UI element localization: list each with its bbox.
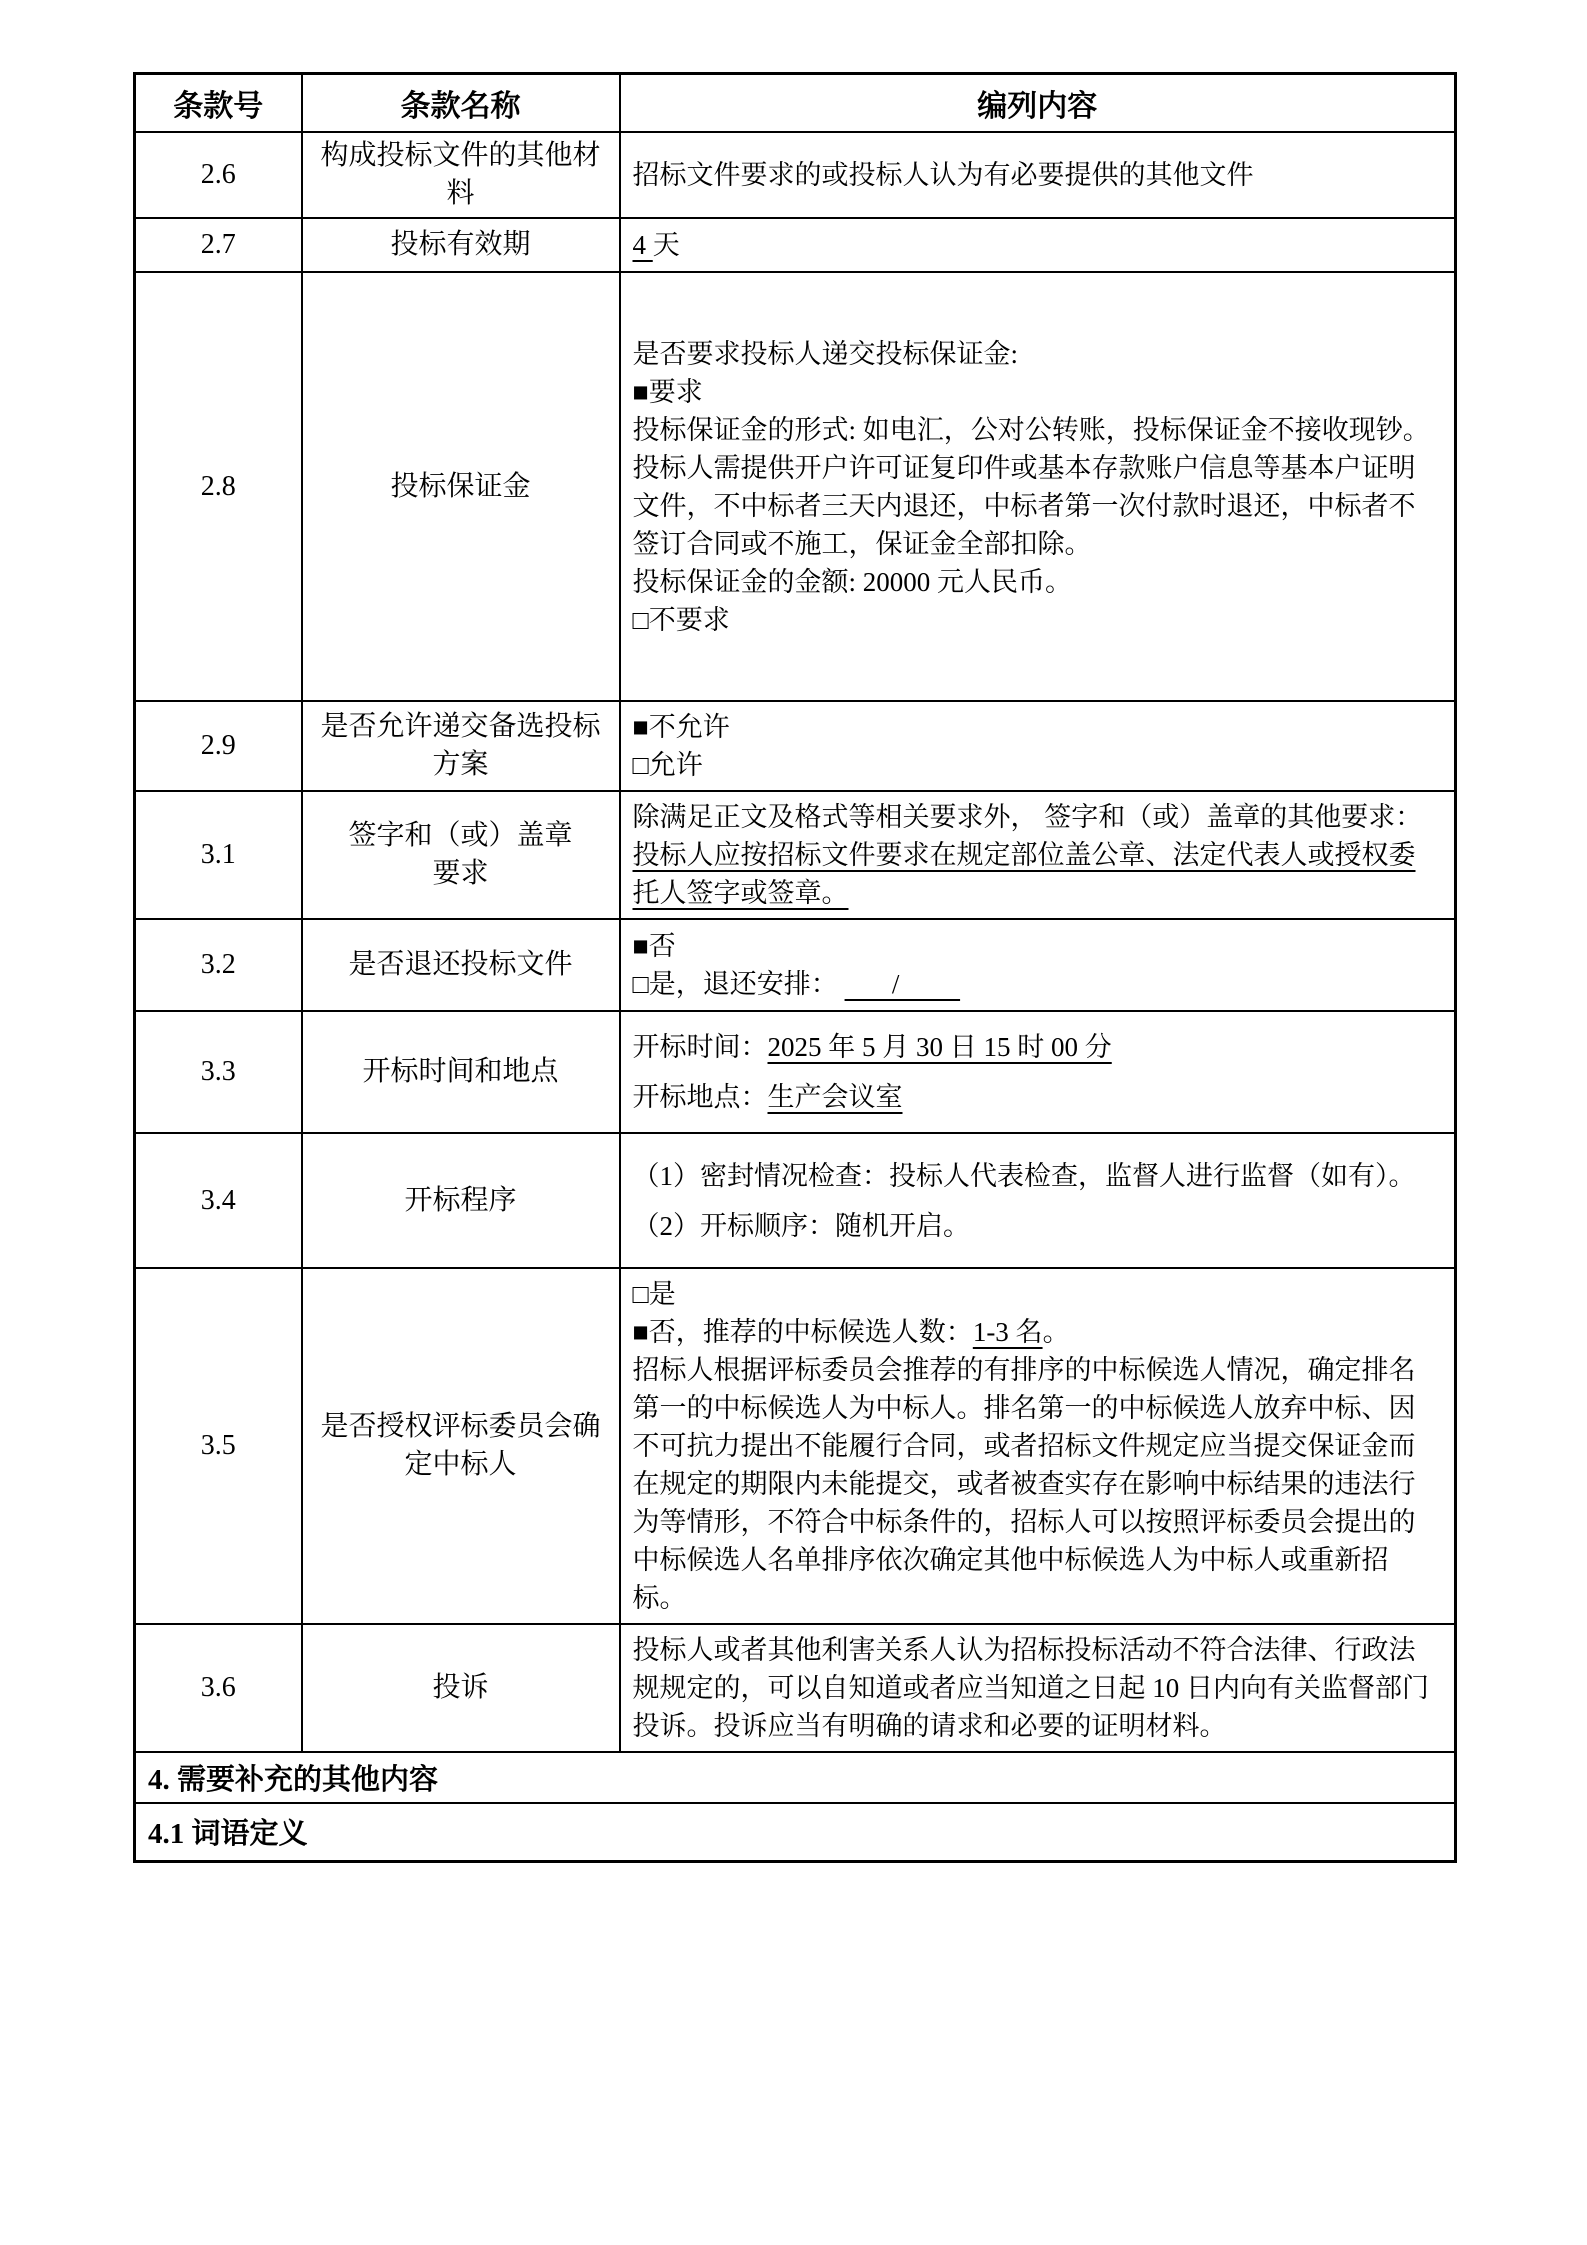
clause-name-line: 投诉 [432,1672,489,1703]
section-row [135,1803,1456,1861]
text-segment: ■否，推荐的中标候选人数： [632,1317,973,1347]
underlined-text: 1-3 名 [972,1317,1043,1347]
clause-content-cell [620,919,1456,1011]
table-row [135,1011,1456,1133]
clause-content-cell [620,791,1456,919]
text-segment: □是，退还安排： [632,969,845,999]
underlined-text: 4 [632,230,653,260]
clause-name-line: 开标时间和地点 [362,1056,559,1087]
text-segment: 开标时间： [632,1032,768,1062]
text-segment: 是否要求投标人递交投标保证金: [632,338,1019,369]
column-header-clause-no: 条款号 [135,74,302,133]
content-paragraph [633,746,1443,784]
section-title: 4. 需要补充的其他内容 [135,1752,1456,1803]
clause-name-line: 是否退还投标文件 [348,949,573,980]
content-paragraph [633,411,1443,563]
text-segment: 天 [652,230,680,260]
content-paragraph [633,927,1443,965]
content-paragraph [633,1631,1443,1745]
clause-name-cell [302,218,620,272]
clause-no-cell: 2.8 [135,272,302,701]
table-row [135,919,1456,1011]
content-paragraph [633,1313,1443,1351]
clause-no-cell: 2.9 [135,701,302,791]
clause-no-cell: 3.5 [135,1268,302,1624]
clause-name-cell [302,1133,620,1268]
clause-name-line: 定中标人 [404,1449,517,1480]
text-segment: （2）开标顺序：随机开启。 [632,1210,970,1241]
table-row [135,272,1456,701]
table-row [135,701,1456,791]
text-segment: ■要求 [632,376,703,407]
column-header-clause-name: 条款名称 [302,74,620,133]
clause-name-line: 投标保证金 [390,470,531,502]
text-segment: 招标人根据评标委员会推荐的有排序的中标候选人情况，确定排名第一的中标候选人为中标人。排名第一的中标候选人放弃中标、因不可抗力提出不能履行合同，或者招标文件规定应当提交保证金而在规定的期限内未能提交，或者被查实存在影响中标结果的违法行为等情形，不符合中标条件的，招标人可以按照评标委员会提出的中标候选人名单排序依次确定其他中标候选人为中标人或重新招标。 [632,1355,1416,1613]
content-paragraph [633,156,1443,194]
content-paragraph [633,1201,1443,1251]
clause-name-line: 开标程序 [404,1184,517,1216]
text-segment: □允许 [632,750,703,780]
clause-no-cell: 3.1 [135,791,302,919]
content-paragraph [633,1072,1443,1122]
table-header-row [135,74,1456,133]
clause-content-cell [620,132,1456,218]
clause-content-cell [620,1624,1456,1752]
content-paragraph [633,798,1443,836]
section-row [135,1752,1456,1803]
content-paragraph [633,373,1443,411]
text-segment: ■否 [632,931,676,961]
section-title: 4.1 词语定义 [135,1803,1456,1861]
clause-no-cell: 2.7 [135,218,302,272]
content-paragraph [633,1151,1443,1201]
clauses-table [133,72,1457,1863]
clause-name-cell [302,701,620,791]
text-segment: ■不允许 [632,712,730,742]
clause-content-cell [620,218,1456,272]
text-segment: 投标保证金的金额: 20000 元人民币。 [632,566,1073,597]
clause-no-cell: 3.6 [135,1624,302,1752]
table-row [135,132,1456,218]
clause-content-cell [620,272,1456,701]
clause-content-cell [620,701,1456,791]
content-paragraph [633,1022,1443,1072]
underlined-text: 投标人应按招标文件要求在规定部位盖公章、法定代表人或授权委托人签字或签章。 [632,840,1416,908]
content-paragraph [633,601,1443,639]
content-paragraph [633,563,1443,601]
table-row [135,1268,1456,1624]
content-paragraph [633,335,1443,373]
table-row [135,791,1456,919]
content-paragraph [633,965,1443,1003]
underlined-text: / [844,969,961,999]
text-segment: 投标人或者其他利害关系人认为招标投标活动不符合法律、行政法规规定的，可以自知道或者应当知道之日起 10 日内向有关监督部门投诉。投诉应当有明确的请求和必要的证明材料。 [632,1635,1429,1741]
table-row [135,1133,1456,1268]
clause-name-cell [302,919,620,1011]
clause-content-cell [620,1268,1456,1624]
clause-name-cell [302,1624,620,1752]
table-row [135,1624,1456,1752]
clause-name-line: 方案 [432,749,489,780]
text-segment: □是 [632,1279,676,1309]
text-segment: 开标地点： [632,1082,768,1112]
text-segment: 除满足正文及格式等相关要求外， 签字和（或）盖章的其他要求： [632,802,1423,832]
text-segment: 招标文件要求的或投标人认为有必要提供的其他文件 [632,160,1254,190]
clause-no-cell: 3.3 [135,1011,302,1133]
clause-name-line: 构成投标文件的其他材 [320,140,601,171]
clause-content-cell [620,1133,1456,1268]
clause-no-cell: 2.6 [135,132,302,218]
column-header-content: 编列内容 [620,74,1456,133]
clause-name-line: 料 [446,178,475,209]
clause-name-line: 签字和（或）盖章 [348,820,573,851]
text-segment: （1）密封情况检查：投标人代表检查，监督人进行监督（如有）。 [632,1160,1416,1191]
text-segment: 投标保证金的形式: 如电汇，公对公转账，投标保证金不接收现钞。投标人需提供开户许可证复印件或基本存款账户信息等基本户证明文件，不中标者三天内退还，中标者第一次付款时退还，中标者不签订合同或不施工，保证金全部扣除。 [632,414,1430,559]
clause-name-cell [302,791,620,919]
content-paragraph [633,1351,1443,1617]
clause-name-cell [302,272,620,701]
clause-no-cell: 3.4 [135,1133,302,1268]
clause-name-line: 是否允许递交备选投标 [320,711,601,742]
clause-no-cell: 3.2 [135,919,302,1011]
clause-name-cell [302,132,620,218]
table-row [135,218,1456,272]
content-paragraph [633,226,1443,264]
clause-name-cell [302,1268,620,1624]
clause-name-line: 要求 [432,858,489,889]
content-paragraph [633,1275,1443,1313]
content-paragraph [633,708,1443,746]
underlined-text: 生产会议室 [767,1082,903,1112]
clause-content-cell [620,1011,1456,1133]
text-segment: □不要求 [632,604,730,635]
underlined-text: 2025 年 5 月 30 日 15 时 00 分 [767,1032,1112,1062]
text-segment: 。 [1042,1317,1070,1347]
clause-name-line: 投标有效期 [390,229,531,260]
clause-name-cell [302,1011,620,1133]
content-paragraph [633,836,1443,912]
clause-name-line: 是否授权评标委员会确 [320,1411,601,1442]
